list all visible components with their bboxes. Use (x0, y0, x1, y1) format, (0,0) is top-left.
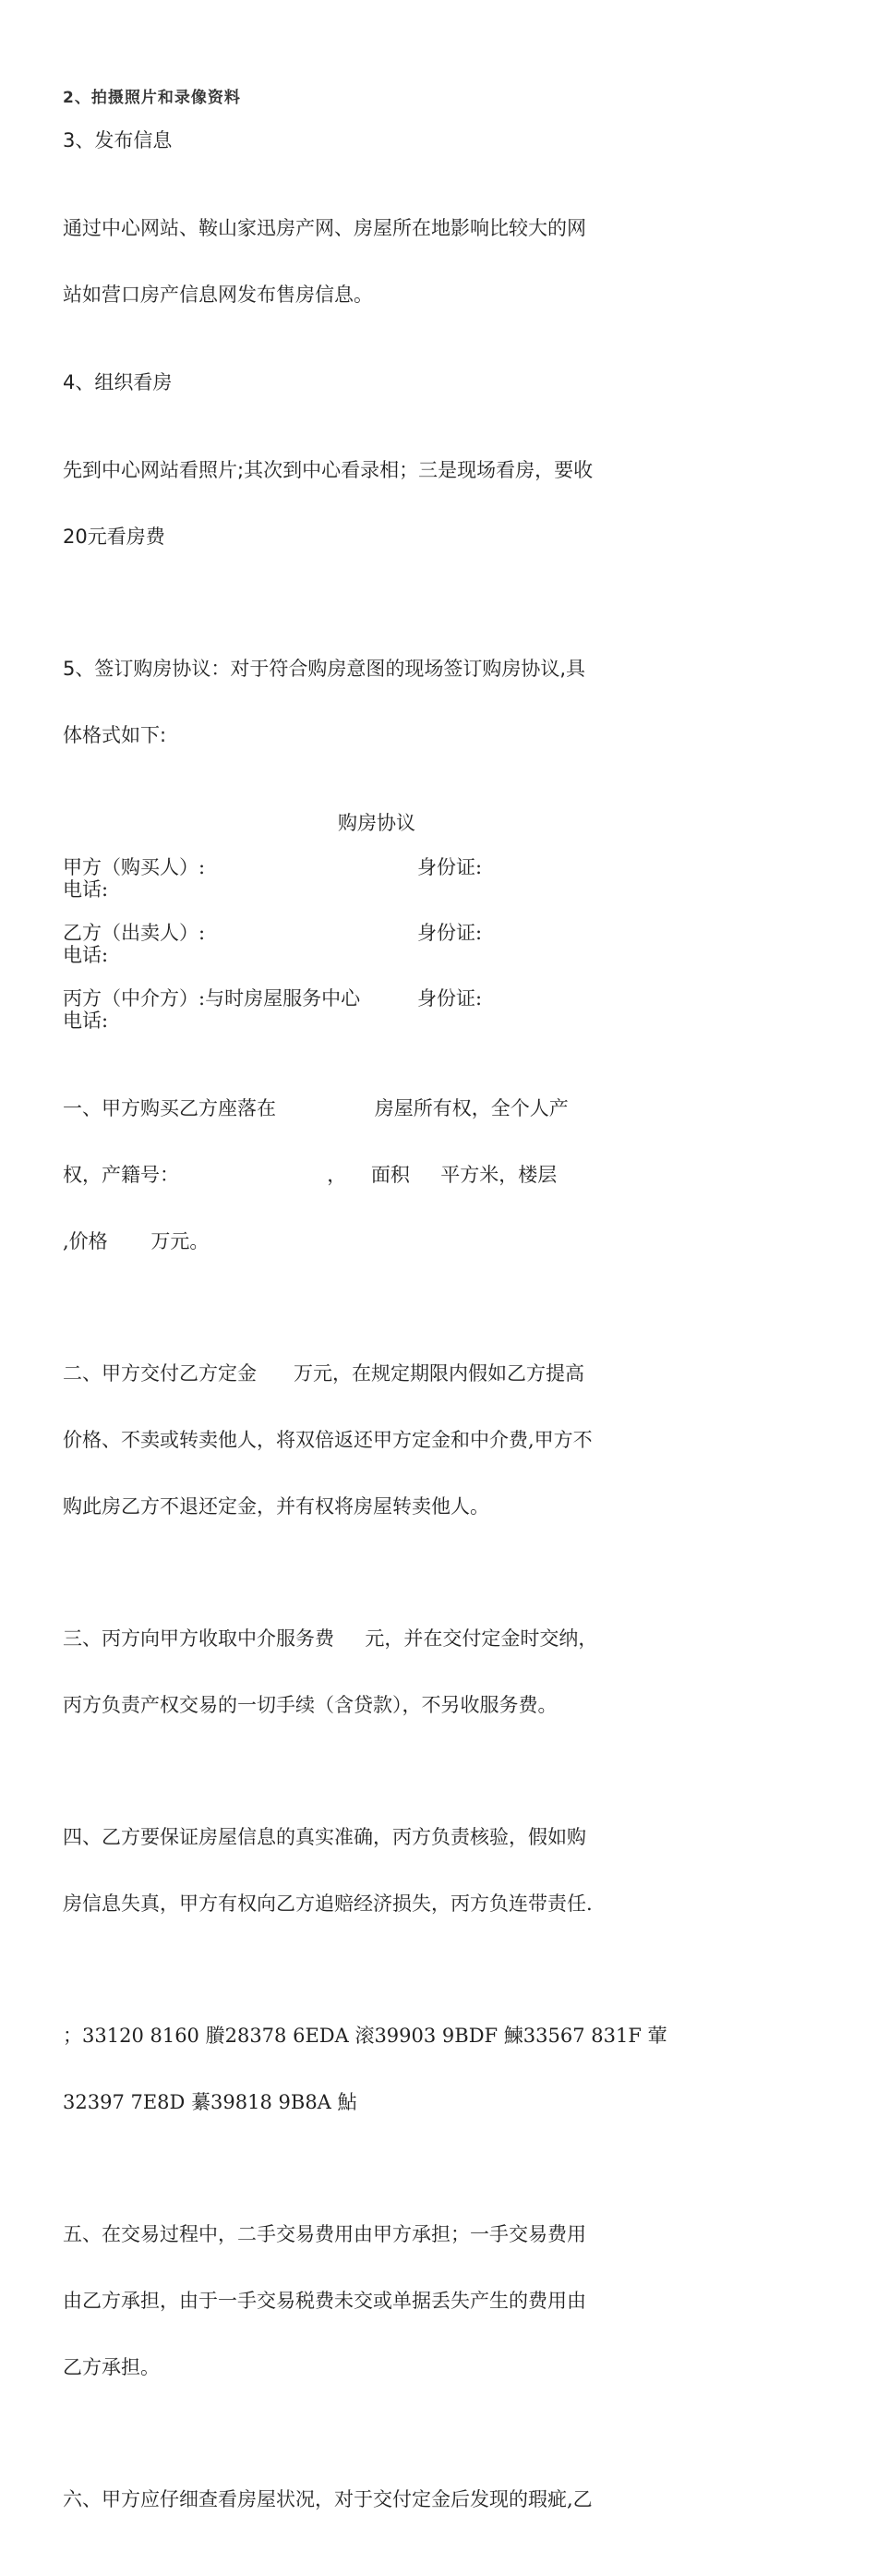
document-page (63, 87, 691, 2576)
party-id-label: 身份证: (417, 856, 483, 878)
party-name: 丙方（中介方）:与时房屋服务中心 (63, 987, 361, 1010)
text-line: 房信息失真，甲方有权向乙方追赔经济损失，丙方负连带责任. (63, 1893, 593, 1915)
text-line: 5、签订购房协议：对于符合购房意图的现场签订购房协议,具 (63, 658, 586, 680)
clause-3 (63, 1583, 691, 1760)
clause-4 (63, 1782, 691, 1959)
text-line: 一、甲方购买乙方座落在 房屋所有权，全个人产 (63, 1097, 569, 1119)
text-line: 丙方负责产权交易的一切手续（含贷款），不另收服务费。 (63, 1694, 558, 1716)
clause-6 (63, 2444, 691, 2555)
paragraph-viewing (63, 415, 691, 592)
text-line: 由乙方承担，由于一手交易税费未交或单据丢失产生的费用由 (63, 2290, 586, 2312)
party-phone-label: 电话: (63, 878, 109, 901)
section-heading-photos: 2、拍摄照片和录像资料 (63, 89, 241, 107)
text-line: 六、甲方应仔细查看房屋状况，对于交付定金后发现的瑕疵,乙 (63, 2488, 593, 2510)
party-id-label: 身份证: (417, 987, 483, 1010)
text-line: 三、丙方向甲方收取中介服务费 元，并在交付定金时交纳， (63, 1627, 598, 1650)
party-name: 乙方（出卖人）: (63, 922, 206, 944)
text-line: 权，产籍号： ， 面积 平方米，楼层 (63, 1164, 558, 1186)
text-line: 站如营口房产信息网发布售房信息。 (63, 284, 373, 306)
party-seller (63, 922, 691, 966)
text-line: 五、在交易过程中，二手交易费用由甲方承担；一手交易费用 (63, 2223, 586, 2245)
agreement-title: 购房协议 (338, 812, 415, 834)
party-phone-label: 电话: (63, 1010, 109, 1032)
clause-1 (63, 1053, 691, 1297)
text-line: ；33120 8160 賸28378 6EDA 滚39903 9BDF 鰊33567 831F 葷 (63, 2025, 667, 2047)
text-line: 二、甲方交付乙方定金 万元，在规定期限内假如乙方提高 (63, 1362, 585, 1385)
clause-5 (63, 2179, 691, 2423)
party-buyer (63, 856, 691, 901)
party-name: 甲方（购买人）: (63, 856, 206, 878)
text-line: 20元看房费 (63, 526, 165, 548)
text-line: 四、乙方要保证房屋信息的真实准确，丙方负责核验，假如购 (63, 1826, 586, 1848)
paragraph-publish-info (63, 173, 691, 350)
paragraph-sign-agreement (63, 613, 691, 791)
text-line: 体格式如下: (63, 724, 167, 746)
party-phone-label: 电话: (63, 944, 109, 966)
text-line: 通过中心网站、鞍山家迅房产网、房屋所在地影响比较大的网 (63, 217, 586, 239)
text-line: 32397 7E8D 繤39818 9B8A 鮎 (63, 2091, 357, 2113)
clause-2 (63, 1318, 691, 1562)
party-agent (63, 987, 691, 1032)
text-line: 乙方承担。 (63, 2356, 160, 2378)
text-line: 先到中心网站看照片;其次到中心看录相；三是现场看房，要收 (63, 459, 594, 481)
text-line: 购此房乙方不退还定金，并有权将房屋转卖他人。 (63, 1495, 489, 1518)
party-id-label: 身份证: (417, 922, 483, 944)
text-line: 价格、不卖或转卖他人，将双倍返还甲方定金和中介费,甲方不 (63, 1429, 593, 1451)
section-heading-publish: 3、发布信息 (63, 129, 173, 151)
text-line: ,价格 万元。 (63, 1230, 210, 1252)
garbled-text-block (63, 1980, 691, 2158)
section-heading-viewing: 4、组织看房 (63, 371, 173, 393)
